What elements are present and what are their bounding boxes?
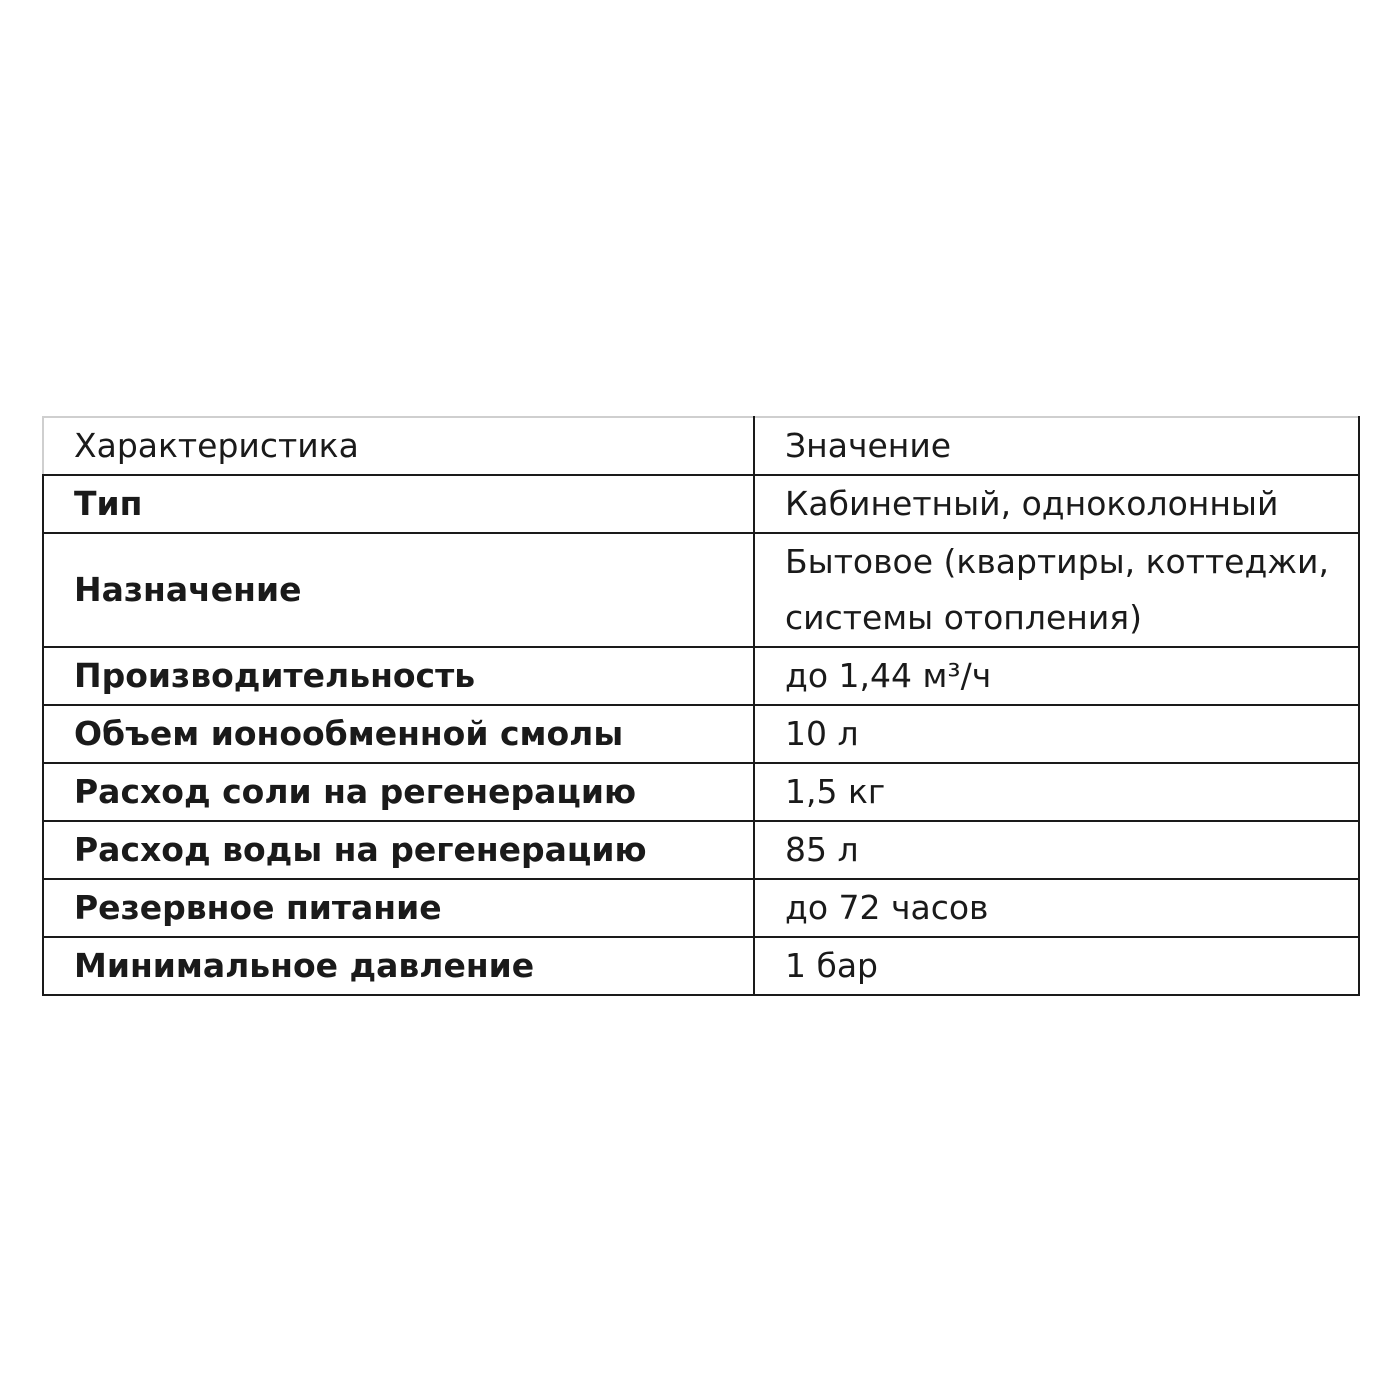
row-name: Расход соли на регенерацию (43, 763, 754, 821)
row-value: Бытовое (квартиры, коттеджи, системы отопления) (754, 533, 1359, 647)
row-value: 1,5 кг (754, 763, 1359, 821)
table-row (43, 647, 1359, 705)
row-value: 1 бар (754, 937, 1359, 995)
row-name: Производительность (43, 647, 754, 705)
table-row (43, 533, 1359, 647)
column-header-value: Значение (754, 417, 1359, 475)
row-value: 85 л (754, 821, 1359, 879)
row-value: 10 л (754, 705, 1359, 763)
row-name: Расход воды на регенерацию (43, 821, 754, 879)
column-header-characteristic: Характеристика (43, 417, 754, 475)
table-header-row (43, 417, 1359, 475)
row-name: Объем ионообменной смолы (43, 705, 754, 763)
table-row (43, 937, 1359, 995)
row-name: Резервное питание (43, 879, 754, 937)
row-value: до 72 часов (754, 879, 1359, 937)
table-row (43, 879, 1359, 937)
table-row (43, 821, 1359, 879)
table-row (43, 763, 1359, 821)
row-value: до 1,44 м³/ч (754, 647, 1359, 705)
row-name: Назначение (43, 533, 754, 647)
table-row (43, 475, 1359, 533)
spec-table (42, 416, 1360, 996)
row-name: Тип (43, 475, 754, 533)
row-value: Кабинетный, одноколонный (754, 475, 1359, 533)
table-row (43, 705, 1359, 763)
row-name: Минимальное давление (43, 937, 754, 995)
